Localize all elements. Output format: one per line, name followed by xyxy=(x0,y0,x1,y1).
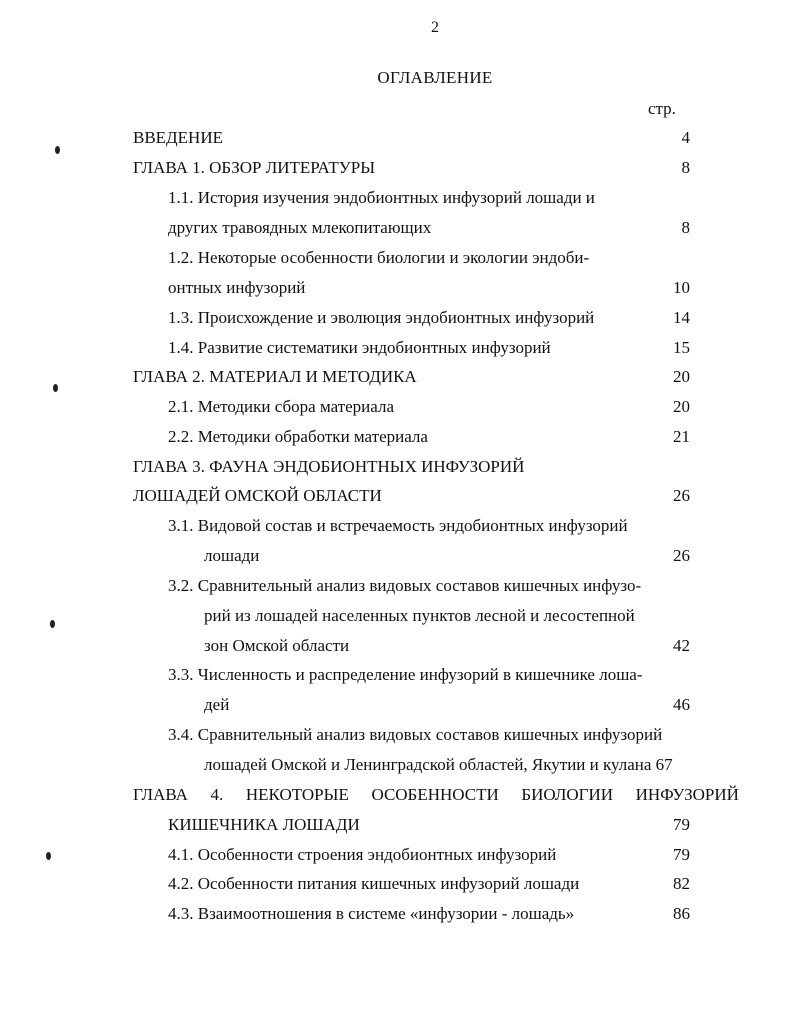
toc-section-3-1-line2: лошади xyxy=(204,546,260,565)
toc-section-4-2-page: 82 xyxy=(673,874,690,893)
toc-chapter-2-title: ГЛАВА 2. МАТЕРИАЛ И МЕТОДИКА xyxy=(133,367,417,386)
pages-column-header: стр. xyxy=(648,99,676,118)
toc-chapter-1-page: 8 xyxy=(681,158,690,177)
toc-chapter-3-title-line2: ЛОШАДЕЙ ОМСКОЙ ОБЛАСТИ xyxy=(133,486,382,505)
toc-section-1-4: 1.4. Развитие систематики эндобионтных инфузорий xyxy=(168,338,551,357)
toc-chapter-4-word: ГЛАВА xyxy=(133,785,188,804)
toc-chapter-1-title: ГЛАВА 1. ОБЗОР ЛИТЕРАТУРЫ xyxy=(133,158,376,177)
toc-chapter-3-page: 26 xyxy=(673,486,690,505)
toc-section-3-2-line1: 3.2. Сравнительный анализ видовых составов кишечных инфузо- xyxy=(168,576,642,595)
toc-section-1-3-page: 14 xyxy=(673,308,690,327)
toc-section-1-3: 1.3. Происхождение и эволюция эндобионтных инфузорий xyxy=(168,308,595,327)
page-number: 2 xyxy=(431,19,439,36)
toc-section-2-2-page: 21 xyxy=(673,427,690,446)
toc-section-4-2: 4.2. Особенности питания кишечных инфузорий лошади xyxy=(168,874,580,893)
toc-section-3-1-line1: 3.1. Видовой состав и встречаемость эндобионтных инфузорий xyxy=(168,516,628,535)
binding-hole-mark xyxy=(53,384,58,392)
toc-section-4-1-page: 79 xyxy=(673,845,690,864)
toc-chapter-4-word: БИОЛОГИИ xyxy=(521,785,614,804)
page-title: ОГЛАВЛЕНИЕ xyxy=(377,68,493,87)
toc-section-1-2-line2: онтных инфузорий xyxy=(168,278,306,297)
toc-section-3-2-line2: рий из лошадей населенных пунктов лесной и лесостепной xyxy=(204,606,635,625)
toc-section-2-1: 2.1. Методики сбора материала xyxy=(168,397,394,416)
toc-section-3-2-line3: зон Омской области xyxy=(204,636,350,655)
toc-section-1-1-line1: 1.1. История изучения эндобионтных инфузорий лошади и xyxy=(168,188,595,207)
toc-section-3-2-page: 42 xyxy=(673,636,690,655)
binding-hole-mark xyxy=(55,146,60,154)
binding-hole-mark xyxy=(46,852,51,860)
toc-section-3-1-page: 26 xyxy=(673,546,690,565)
toc-chapter-4-word: 4. xyxy=(210,785,224,804)
toc-chapter-4-word: ОСОБЕННОСТИ xyxy=(371,785,499,804)
toc-section-3-4-line1: 3.4. Сравнительный анализ видовых составов кишечных инфузорий xyxy=(168,725,663,744)
toc-section-3-3-page: 46 xyxy=(673,695,690,714)
toc-intro-title: ВВЕДЕНИЕ xyxy=(133,128,223,147)
toc-section-1-2-page: 10 xyxy=(673,278,690,297)
toc-section-1-1-line2: других травоядных млекопитающих xyxy=(168,218,432,237)
toc-section-2-2: 2.2. Методики обработки материала xyxy=(168,427,428,446)
toc-section-4-3: 4.3. Взаимоотношения в системе «инфузории - лошадь» xyxy=(168,904,575,923)
toc-section-1-2-line1: 1.2. Некоторые особенности биологии и экологии эндоби- xyxy=(168,248,590,267)
toc-section-3-3-line2: дей xyxy=(204,695,230,714)
toc-section-4-1: 4.1. Особенности строения эндобионтных инфузорий xyxy=(168,845,557,864)
toc-section-1-1-page: 8 xyxy=(681,218,690,237)
toc-section-3-4-line2: лошадей Омской и Ленинградской областей, Якутии и кулана 67 xyxy=(204,755,673,774)
toc-intro-page: 4 xyxy=(681,128,690,147)
toc-section-3-3-line1: 3.3. Численность и распределение инфузорий в кишечнике лоша- xyxy=(168,665,643,684)
toc-section-4-3-page: 86 xyxy=(673,904,690,923)
toc-chapter-4-word: ИНФУЗОРИЙ xyxy=(635,785,739,804)
toc-chapter-2-page: 20 xyxy=(673,367,690,386)
binding-hole-mark xyxy=(50,620,55,628)
toc-chapter-4-word: НЕКОТОРЫЕ xyxy=(245,785,349,804)
toc-section-1-4-page: 15 xyxy=(673,338,690,357)
toc-chapter-3-title-line1: ГЛАВА 3. ФАУНА ЭНДОБИОНТНЫХ ИНФУЗОРИЙ xyxy=(133,457,525,476)
toc-section-2-1-page: 20 xyxy=(673,397,690,416)
toc-chapter-4-title-line2: КИШЕЧНИКА ЛОШАДИ xyxy=(168,815,360,834)
toc-chapter-4-title-line1 xyxy=(133,785,739,805)
toc-chapter-4-page: 79 xyxy=(673,815,690,834)
